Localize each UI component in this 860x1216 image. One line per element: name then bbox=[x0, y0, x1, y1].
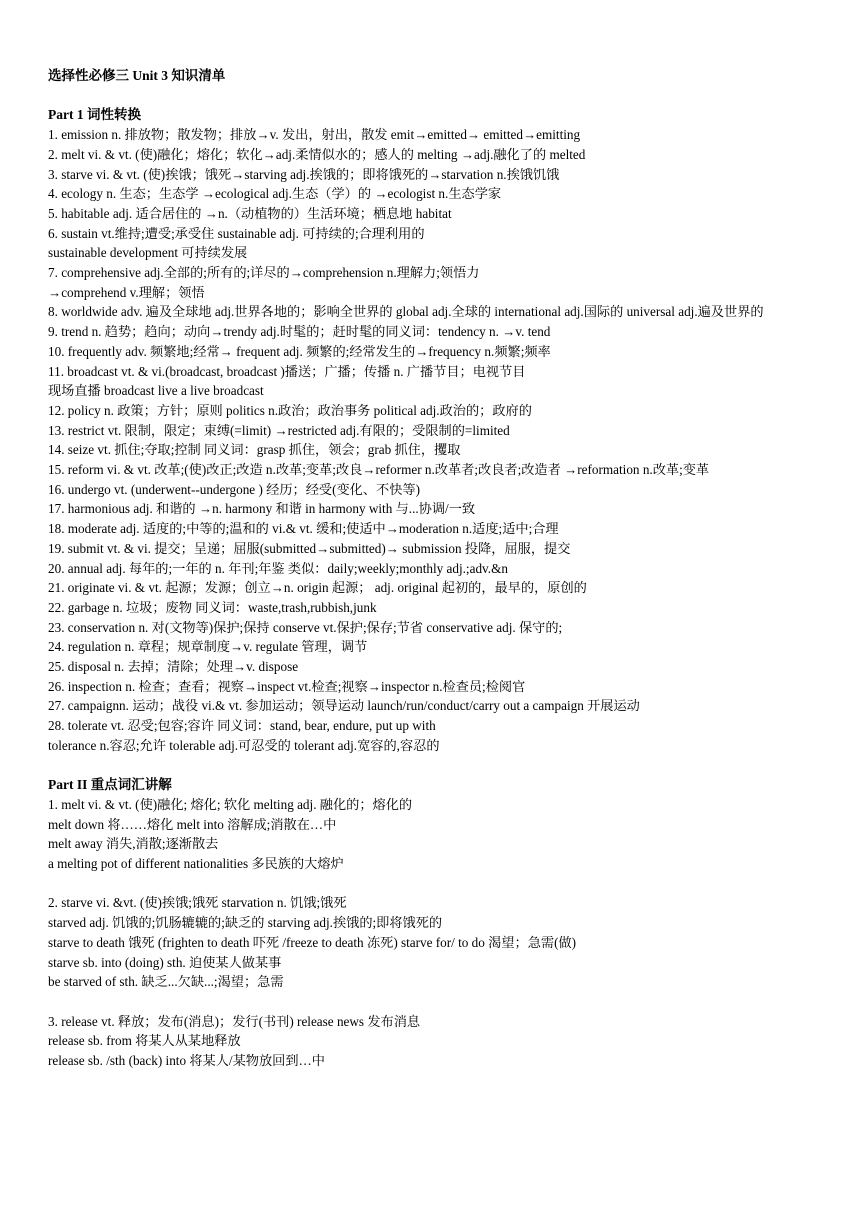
document-title: 选择性必修三 Unit 3 知识清单 bbox=[48, 68, 226, 83]
part1-line-19: 19. submit vt. & vi. 提交；呈递；屈服(submitted→submitted)→ submission 投降，屈服，提交 bbox=[48, 540, 571, 556]
part1-line-2: 2. melt vi. & vt. (使)融化；熔化；软化→adj.柔情似水的；感人的 melting →adj.融化了的 melted bbox=[48, 146, 586, 162]
part1-line-7b: →comprehend v.理解；领悟 bbox=[48, 284, 205, 300]
part2-item2-line: 2. starve vi. &vt. (使)挨饿;饿死 starvation n. 饥饿;饿死 bbox=[48, 895, 347, 911]
part1-line-25: 25. disposal n. 去掉；清除；处理→v. dispose bbox=[48, 659, 299, 675]
part1-line-10: 10. frequently adv. 频繁地;经常→ frequent adj. 频繁的;经常发生的→frequency n.频繁;频率 bbox=[48, 343, 551, 359]
part2-item1-line: melt away 消失,消散;逐渐散去 bbox=[48, 836, 219, 852]
spacer bbox=[48, 874, 818, 894]
part1-line-1: 1. emission n. 排放物；散发物；排放→v. 发出，射出，散发 emit→emitted→ emitted→emitting bbox=[48, 127, 581, 143]
part1-line-28b: tolerance n.容忍;允许 tolerable adj.可忍受的 tolerant adj.宽容的,容忍的 bbox=[48, 737, 440, 753]
part2-item3-line: release sb. from 将某人从某地释放 bbox=[48, 1033, 241, 1049]
part2-item2-line: starve sb. into (doing) sth. 迫使某人做某事 bbox=[48, 954, 282, 970]
part1-line-21: 21. originate vi. & vt. 起源；发源；创立→n. origin 起源； adj. original 起初的，最早的，原创的 bbox=[48, 580, 587, 596]
part1-line-13: 13. restrict vt. 限制，限定；束缚(=limit) →restricted adj.有限的；受限制的=limited bbox=[48, 422, 510, 438]
part1-line-23: 23. conservation n. 对(文物等)保护;保持 conserve vt.保护;保存;节省 conservative adj. 保守的; bbox=[48, 619, 563, 635]
part2-item2-line: starve to death 饿死 (frighten to death 吓死 /freeze to death 冻死) starve for/ to do 渴望；急需(做) bbox=[48, 934, 577, 950]
part1-line-6b: sustainable development 可持续发展 bbox=[48, 245, 248, 261]
part2-item3-line: release sb. /sth (back) into 将某人/某物放回到…中 bbox=[48, 1053, 325, 1069]
part1-line-4: 4. ecology n. 生态；生态学 →ecological adj.生态（学）的 →ecologist n.生态学家 bbox=[48, 186, 502, 202]
part1-line-15: 15. reform vi. & vt. 改革;(使)改正;改造 n.改革;变革;改良→reformer n.改革者;改良者;改造者 →reformation n.改革;变革 bbox=[48, 462, 710, 478]
part1-line-11: 11. broadcast vt. & vi.(broadcast, broadcast )播送；广播；传播 n. 广播节目；电视节目 bbox=[48, 363, 526, 379]
part1-line-7: 7. comprehensive adj.全部的;所有的;详尽的→comprehension n.理解力;领悟力 bbox=[48, 265, 480, 281]
part1-line-16: 16. undergo vt. (underwent--undergone ) 经历；经受(变化、不快等) bbox=[48, 481, 420, 497]
part1-line-18: 18. moderate adj. 适度的;中等的;温和的 vi.& vt. 缓和;使适中→moderation n.适度;适中;合理 bbox=[48, 521, 559, 537]
part1-line-17: 17. harmonious adj. 和谐的 →n. harmony 和谐 in harmony with 与...协调/一致 bbox=[48, 501, 476, 517]
part1-line-12: 12. policy n. 政策；方针；原则 politics n.政治；政治事务 political adj.政治的；政府的 bbox=[48, 402, 532, 418]
part1-line-11b: 现场直播 broadcast live a live broadcast bbox=[48, 383, 264, 399]
part1-line-22: 22. garbage n. 垃圾；废物 同义词：waste,trash,rubbish,junk bbox=[48, 599, 377, 615]
part1-line-26: 26. inspection n. 检查；查看；视察→inspect vt.检查;视察→inspector n.检查员;检阅官 bbox=[48, 678, 526, 694]
part2-item2-line: starved adj. 饥饿的;饥肠辘辘的;缺乏的 starving adj.挨饿的;即将饿死的 bbox=[48, 915, 443, 931]
part2-item1-line: a melting pot of different nationalities 多民族的大熔炉 bbox=[48, 856, 344, 872]
part2-item2-line: be starved of sth. 缺乏...欠缺...;渴望；急需 bbox=[48, 974, 284, 990]
part1-line-27: 27. campaignn. 运动；战役 vi.& vt. 参加运动；领导运动 launch/run/conduct/carry out a campaign 开展运动 bbox=[48, 698, 640, 714]
part2-item1-line: melt down 将……熔化 melt into 溶解成;消散在…中 bbox=[48, 816, 337, 832]
spacer bbox=[48, 992, 818, 1012]
part1-line-14: 14. seize vt. 抓住;夺取;控制 同义词：grasp 抓住，领会；grab 抓住，攫取 bbox=[48, 442, 461, 458]
part1-line-6: 6. sustain vt.维持;遭受;承受住 sustainable adj. 可持续的;合理利用的 bbox=[48, 225, 425, 241]
part1-heading: Part 1 词性转换 bbox=[48, 107, 141, 123]
part1-line-28: 28. tolerate vt. 忍受;包容;容许 同义词：stand, bear, endure, put up with bbox=[48, 718, 436, 734]
part1-line-8: 8. worldwide adv. 遍及全球地 adj.世界各地的；影响全世界的 global adj.全球的 international adj.国际的 universal adj.遍及世界的 bbox=[48, 304, 764, 320]
part2-item3-line: 3. release vt. 释放；发布(消息)；发行(书刊) release news 发布消息 bbox=[48, 1013, 421, 1029]
part1-line-3: 3. starve vi. & vt. (使)挨饿；饿死→starving adj.挨饿的；即将饿死的→starvation n.挨饿饥饿 bbox=[48, 166, 560, 182]
spacer bbox=[48, 756, 818, 776]
part1-line-5: 5. habitable adj. 适合居住的 →n.（动植物的）生活环境；栖息地 habitat bbox=[48, 205, 452, 221]
spacer bbox=[48, 86, 818, 106]
document-page bbox=[48, 66, 818, 1071]
part1-line-20: 20. annual adj. 每年的;一年的 n. 年刊;年鉴 类似：daily;weekly;monthly adj.;adv.&n bbox=[48, 560, 508, 576]
part2-item1-line: 1. melt vi. & vt. (使)融化; 熔化; 软化 melting adj. 融化的；熔化的 bbox=[48, 796, 413, 812]
part2-heading: Part II 重点词汇讲解 bbox=[48, 777, 172, 793]
part1-line-9: 9. trend n. 趋势；趋向；动向→trendy adj.时髦的；赶时髦的同义词：tendency n. →v. tend bbox=[48, 324, 551, 340]
part1-line-24: 24. regulation n. 章程；规章制度→v. regulate 管理，调节 bbox=[48, 639, 368, 655]
